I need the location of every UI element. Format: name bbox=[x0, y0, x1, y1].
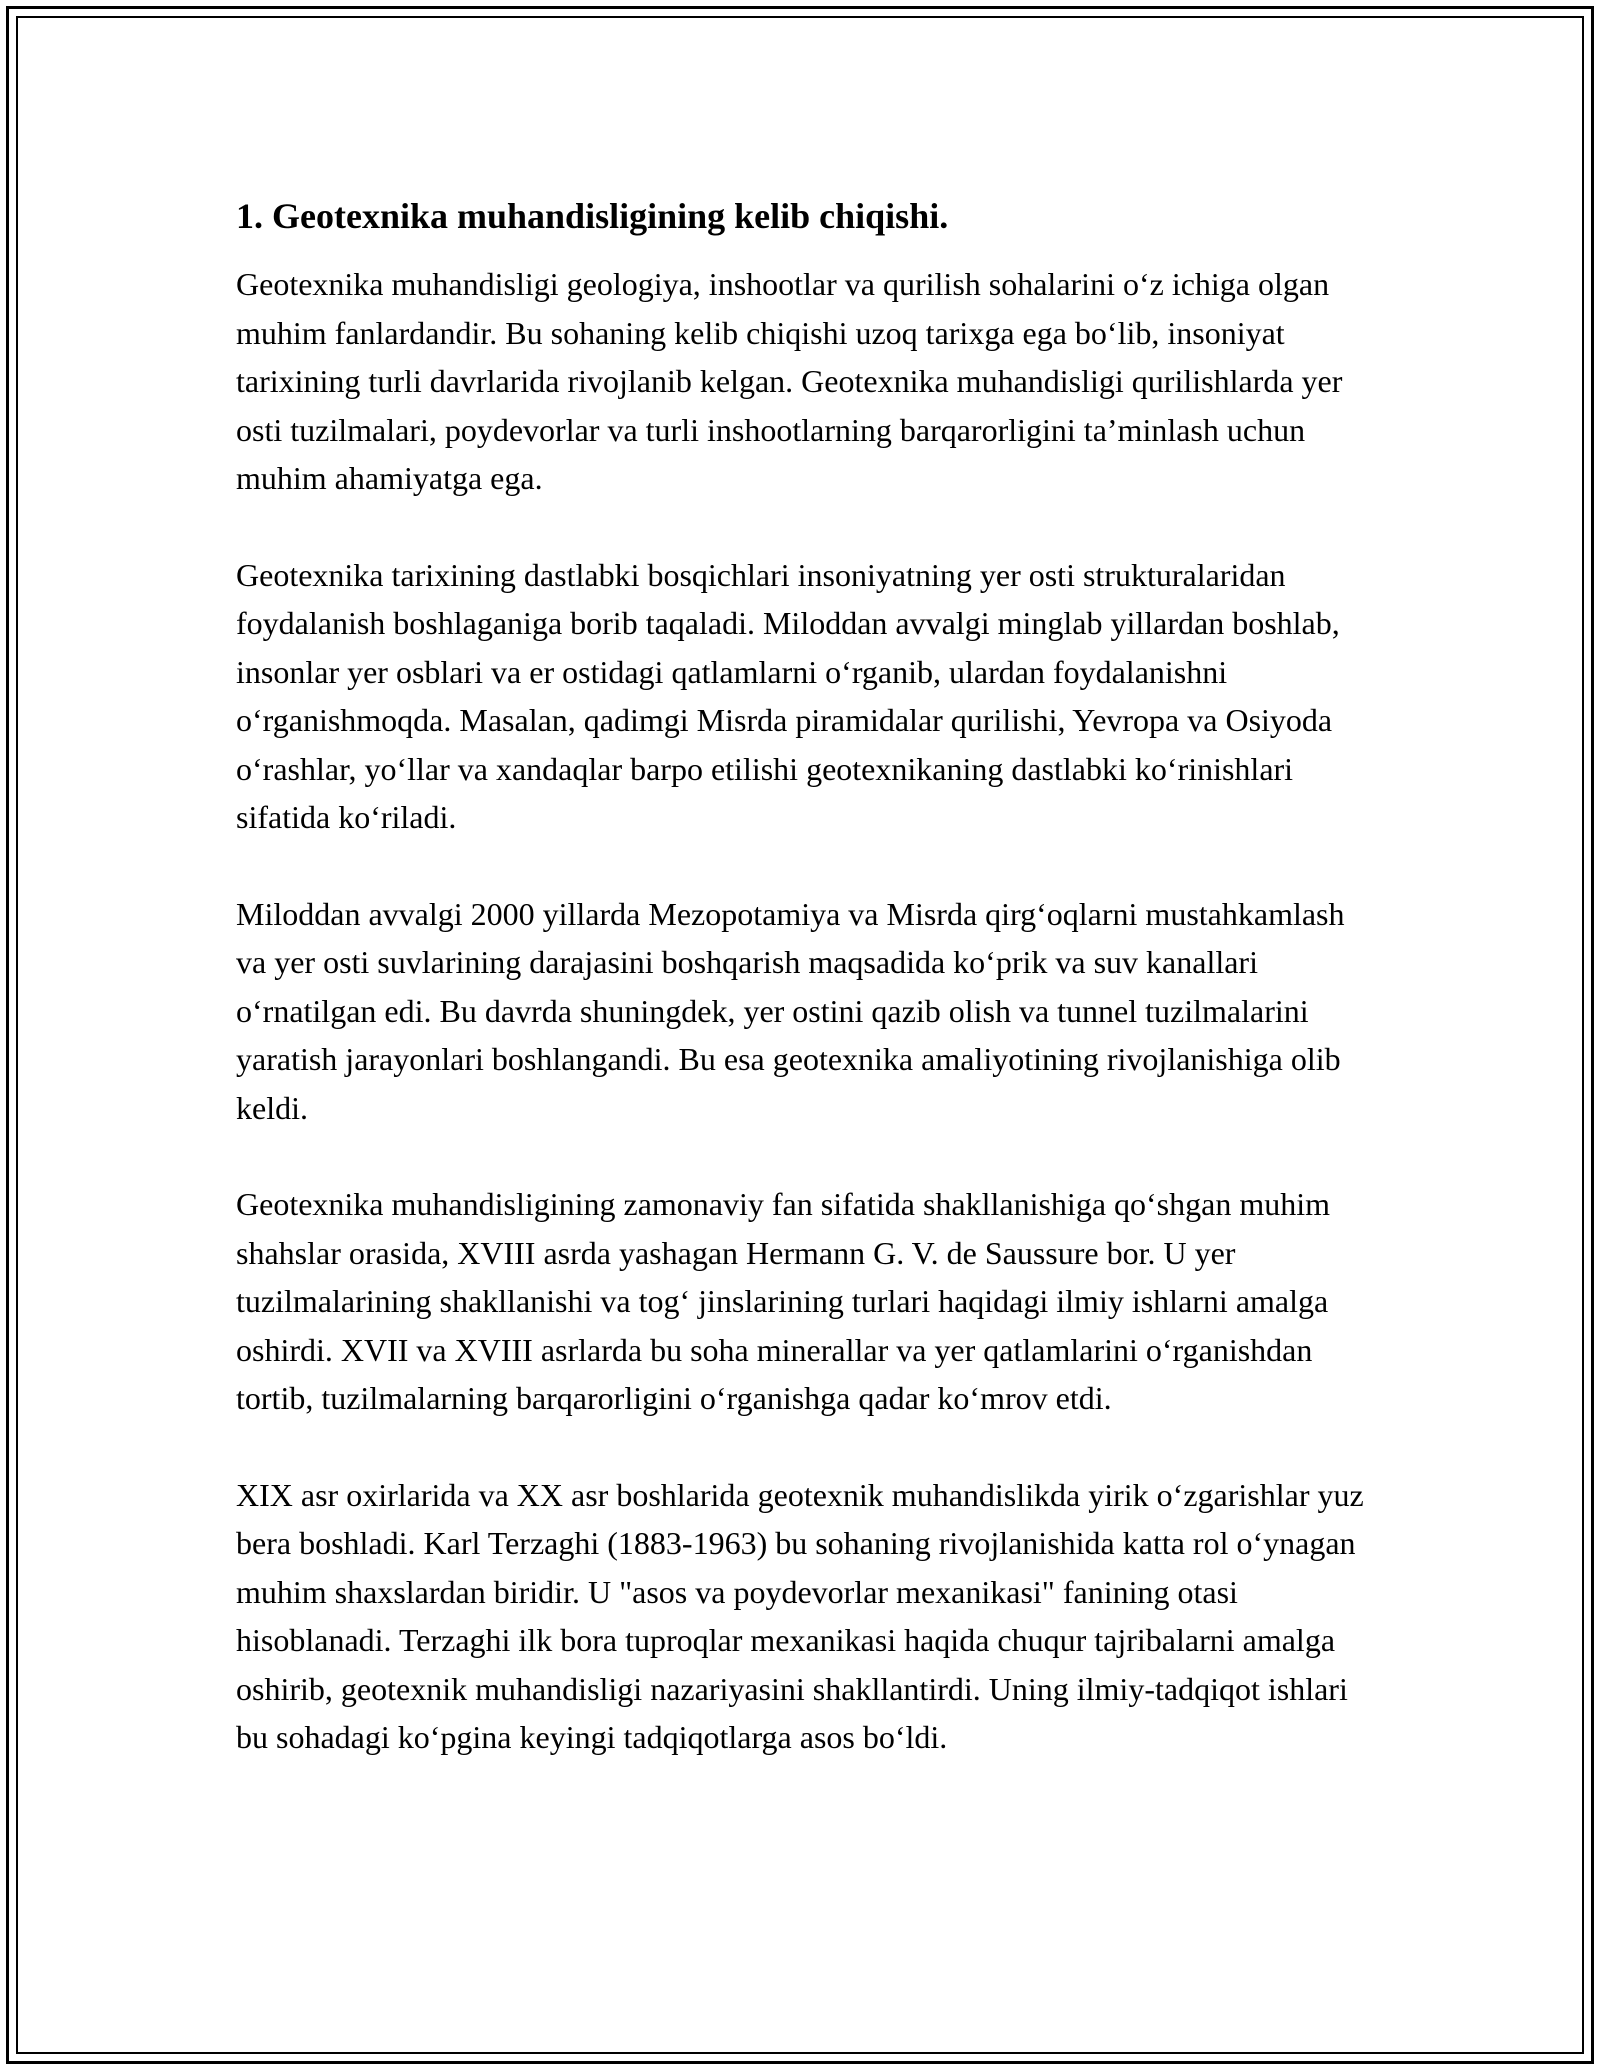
paragraph-terzaghi: XIX asr oxirlarida va XX asr boshlarida geotexnik muhandislikda yirik o‘zgarishlar yuz bera boshladi. Karl Terzaghi (1883-1963) bu sohaning rivojlanishida katta rol o‘ynagan muhim shaxslardan biridir. U "asos va poydevorlar mexanikasi" fanining otasi hisoblanadi. Terzaghi ilk bora tuproqlar mexanikasi haqida chuqur tajribalarni amalga oshirib, geotexnik muhandisligi nazariyasini shakllantirdi. Uning ilmiy-tadqiqot ishlari bu sohadagi ko‘pgina keyingi tadqiqotlarga asos bo‘ldi. bbox=[236, 1476, 1364, 1755]
section-heading: 1. Geotexnika muhandisligining kelib chiqishi. bbox=[236, 196, 949, 236]
paragraph-early-stages: Geotexnika tarixining dastlabki bosqichlari insoniyatning yer osti strukturalaridan foydalanish boshlaganiga borib taqaladi. Miloddan avvalgi minglab yillardan boshlab, insonlar yer osblari va er ostidagi qatlamlarni o‘rganib, ulardan foydalanishni o‘rganishmoqda. Masalan, qadimgi Misrda piramidalar qurilishi, Yevropa va Osiyoda o‘rashlar, yo‘llar va xandaqlar barpo etilishi geotexnikaning dastlabki ko‘rinishlari sifatida ko‘riladi. bbox=[236, 556, 1340, 835]
paragraph-modern-science: Geotexnika muhandisligining zamonaviy fan sifatida shakllanishiga qo‘shgan muhim shahslar orasida, XVIII asrda yashagan Hermann G. V. de Saussure bor. U yer tuzilmalarining shakllanishi va tog‘ jinslarining turlari haqidagi ilmiy ishlarni amalga oshirdi. XVII va XVIII asrlarda bu soha minerallar va yer qatlamlarini o‘rganishdan tortib, tuzilmalarning barqarorligini o‘rganishga qadar ko‘mrov etdi. bbox=[236, 1186, 1330, 1416]
paragraph-mesopotamia-egypt: Miloddan avvalgi 2000 yillarda Mezopotamiya va Misrda qirg‘oqlarni mustahkamlash va yer osti suvlarining darajasini boshqarish maqsadida ko‘prik va suv kanallari o‘rnatilgan edi. Bu davrda shuningdek, yer ostini qazib olish va tunnel tuzilmalarini yaratish jarayonlari boshlangandi. Bu esa geotexnika amaliyotining rivojlanishiga olib keldi. bbox=[236, 895, 1345, 1126]
paragraph-origin-overview: Geotexnika muhandisligi geologiya, inshootlar va qurilish sohalarini o‘z ichiga olgan muhim fanlardandir. Bu sohaning kelib chiqishi uzoq tarixga ega bo‘lib, insoniyat tarixining turli davrlarida rivojlanib kelgan. Geotexnika muhandisligi qurilishlarda yer osti tuzilmalari, poydevorlar va turli inshootlarning barqarorligini ta’minlash uchun muhim ahamiyatga ega. bbox=[236, 266, 1343, 496]
document-body bbox=[236, 186, 1366, 1762]
